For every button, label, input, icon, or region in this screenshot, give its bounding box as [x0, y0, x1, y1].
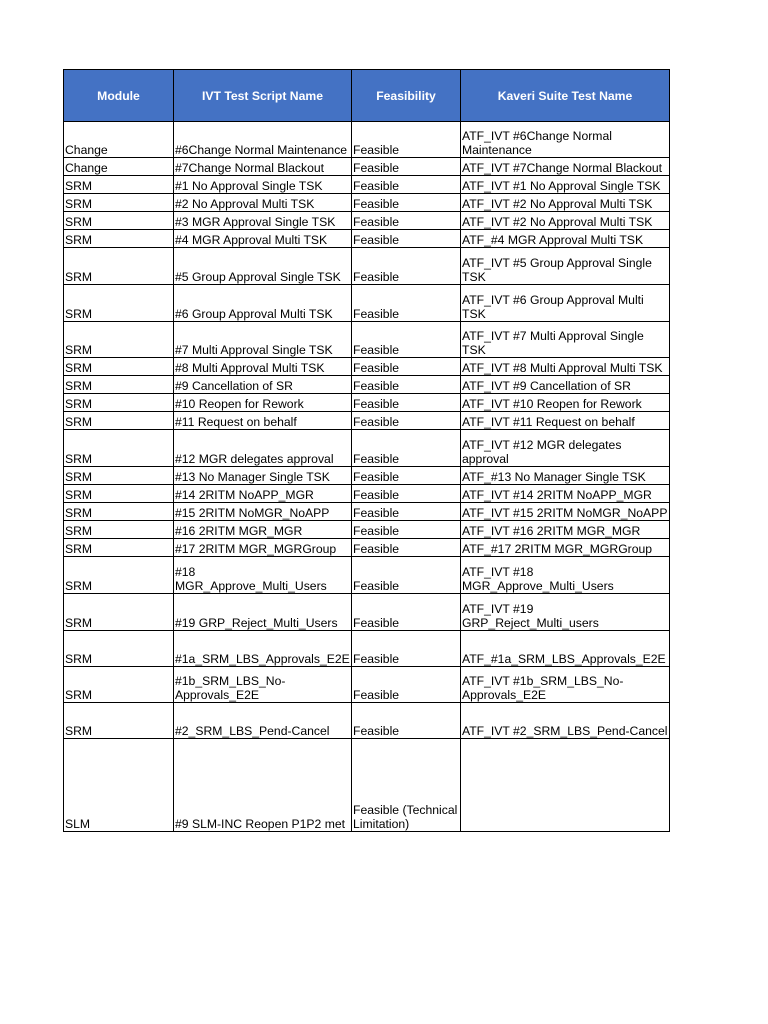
module-cell[interactable]: SRM — [64, 285, 174, 322]
module-cell[interactable]: Change — [64, 158, 174, 176]
module-cell[interactable]: SRM — [64, 176, 174, 194]
feasibility-cell[interactable]: Feasible — [352, 285, 461, 322]
table-row — [64, 430, 670, 467]
kaveri-test-name-cell[interactable]: ATF_IVT #2_SRM_LBS_Pend-Cancel — [461, 703, 670, 739]
script-name-cell[interactable]: #15 2RITM NoMGR_NoAPP — [174, 503, 352, 521]
feasibility-cell[interactable]: Feasible — [352, 631, 461, 667]
module-cell[interactable]: SRM — [64, 594, 174, 631]
module-cell[interactable]: SRM — [64, 194, 174, 212]
feasibility-cell[interactable]: Feasible — [352, 212, 461, 230]
header-script-name[interactable]: IVT Test Script Name — [174, 70, 352, 122]
kaveri-test-name-cell[interactable]: ATF_IVT #11 Request on behalf — [461, 412, 670, 430]
script-name-cell[interactable]: #16 2RITM MGR_MGR — [174, 521, 352, 539]
script-name-cell[interactable]: #6Change Normal Maintenance — [174, 122, 352, 158]
kaveri-test-name-cell[interactable]: ATF_#17 2RITM MGR_MGRGroup — [461, 539, 670, 557]
feasibility-cell[interactable]: Feasible — [352, 376, 461, 394]
script-name-cell[interactable]: #1b_SRM_LBS_No-Approvals_E2E — [174, 667, 352, 703]
script-name-cell[interactable]: #8 Multi Approval Multi TSK — [174, 358, 352, 376]
kaveri-test-name-cell[interactable]: ATF_IVT #1 No Approval Single TSK — [461, 176, 670, 194]
script-name-cell[interactable]: #2 No Approval Multi TSK — [174, 194, 352, 212]
feasibility-cell[interactable]: Feasible — [352, 557, 461, 594]
kaveri-test-name-cell[interactable]: ATF_IVT #12 MGR delegates approval — [461, 430, 670, 467]
table-row — [64, 539, 670, 557]
kaveri-test-name-cell[interactable]: ATF_IVT #2 No Approval Multi TSK — [461, 194, 670, 212]
header-module[interactable]: Module — [64, 70, 174, 122]
kaveri-test-name-cell[interactable]: ATF_#1a_SRM_LBS_Approvals_E2E — [461, 631, 670, 667]
script-name-cell[interactable]: #9 Cancellation of SR — [174, 376, 352, 394]
feasibility-cell[interactable]: Feasible — [352, 503, 461, 521]
kaveri-test-name-cell[interactable]: ATF_IVT #18 MGR_Approve_Multi_Users — [461, 557, 670, 594]
module-cell[interactable]: SRM — [64, 248, 174, 285]
table-row — [64, 212, 670, 230]
table-row — [64, 122, 670, 158]
feasibility-cell[interactable]: Feasible — [352, 467, 461, 485]
table-row — [64, 158, 670, 176]
table-row — [64, 376, 670, 394]
script-name-cell[interactable]: #14 2RITM NoAPP_MGR — [174, 485, 352, 503]
kaveri-test-name-cell[interactable]: ATF_IVT #16 2RITM MGR_MGR — [461, 521, 670, 539]
module-cell[interactable]: SRM — [64, 503, 174, 521]
module-cell[interactable]: SRM — [64, 412, 174, 430]
script-name-cell[interactable]: #1a_SRM_LBS_Approvals_E2E — [174, 631, 352, 667]
script-name-cell[interactable]: #11 Request on behalf — [174, 412, 352, 430]
module-cell[interactable]: SRM — [64, 557, 174, 594]
module-cell[interactable]: Change — [64, 122, 174, 158]
feasibility-cell[interactable]: Feasible — [352, 539, 461, 557]
table-row — [64, 557, 670, 594]
module-cell[interactable]: SRM — [64, 467, 174, 485]
module-cell[interactable]: SRM — [64, 358, 174, 376]
feasibility-cell[interactable]: Feasible — [352, 176, 461, 194]
module-cell[interactable]: SRM — [64, 539, 174, 557]
kaveri-test-name-cell[interactable]: ATF_IVT #6 Group Approval Multi TSK — [461, 285, 670, 322]
kaveri-test-name-cell[interactable]: ATF_IVT #2 No Approval Multi TSK — [461, 212, 670, 230]
table-row — [64, 176, 670, 194]
module-cell[interactable]: SRM — [64, 230, 174, 248]
kaveri-test-name-cell[interactable]: ATF_IVT #9 Cancellation of SR — [461, 376, 670, 394]
script-name-cell[interactable]: #17 2RITM MGR_MGRGroup — [174, 539, 352, 557]
table-row — [64, 412, 670, 430]
table-row — [64, 703, 670, 739]
feasibility-cell[interactable]: Feasible (Technical Limitation) — [352, 739, 461, 832]
kaveri-test-name-cell[interactable]: ATF_IVT #6Change Normal Maintenance — [461, 122, 670, 158]
feasibility-cell[interactable]: Feasible — [352, 194, 461, 212]
feasibility-cell[interactable]: Feasible — [352, 412, 461, 430]
table-row — [64, 485, 670, 503]
script-name-cell[interactable]: #3 MGR Approval Single TSK — [174, 212, 352, 230]
kaveri-test-name-cell[interactable]: ATF_#13 No Manager Single TSK — [461, 467, 670, 485]
kaveri-test-name-cell[interactable]: ATF_IVT #14 2RITM NoAPP_MGR — [461, 485, 670, 503]
module-cell[interactable]: SRM — [64, 631, 174, 667]
table-row — [64, 521, 670, 539]
table-row — [64, 394, 670, 412]
module-cell[interactable]: SRM — [64, 430, 174, 467]
feasibility-cell[interactable]: Feasible — [352, 248, 461, 285]
kaveri-test-name-cell[interactable]: ATF_IVT #10 Reopen for Rework — [461, 394, 670, 412]
table-row — [64, 194, 670, 212]
table-row — [64, 230, 670, 248]
feasibility-cell[interactable]: Feasible — [352, 230, 461, 248]
feasibility-cell[interactable]: Feasible — [352, 430, 461, 467]
script-name-cell[interactable]: #5 Group Approval Single TSK — [174, 248, 352, 285]
feasibility-cell[interactable]: Feasible — [352, 394, 461, 412]
script-name-cell[interactable]: #7Change Normal Blackout — [174, 158, 352, 176]
module-cell[interactable]: SRM — [64, 376, 174, 394]
feasibility-cell[interactable]: Feasible — [352, 122, 461, 158]
module-cell[interactable]: SRM — [64, 703, 174, 739]
kaveri-test-name-cell[interactable]: ATF_IVT #5 Group Approval Single TSK — [461, 248, 670, 285]
module-cell[interactable]: SRM — [64, 521, 174, 539]
table-row — [64, 594, 670, 631]
script-name-cell[interactable]: #6 Group Approval Multi TSK — [174, 285, 352, 322]
script-name-cell[interactable]: #1 No Approval Single TSK — [174, 176, 352, 194]
test-mapping-table — [63, 69, 670, 832]
table-row — [64, 285, 670, 322]
feasibility-cell[interactable]: Feasible — [352, 667, 461, 703]
module-cell[interactable]: SLM — [64, 739, 174, 832]
table-body — [64, 122, 670, 832]
module-cell[interactable]: SRM — [64, 485, 174, 503]
script-name-cell[interactable]: #2_SRM_LBS_Pend-Cancel — [174, 703, 352, 739]
kaveri-test-name-cell[interactable]: ATF_IVT #19 GRP_Reject_Multi_users — [461, 594, 670, 631]
kaveri-test-name-cell[interactable] — [461, 739, 670, 832]
header-feasibility[interactable]: Feasibility — [352, 70, 461, 122]
script-name-cell[interactable]: #13 No Manager Single TSK — [174, 467, 352, 485]
feasibility-cell[interactable]: Feasible — [352, 322, 461, 358]
feasibility-cell[interactable]: Feasible — [352, 703, 461, 739]
module-cell[interactable]: SRM — [64, 667, 174, 703]
module-cell[interactable]: SRM — [64, 212, 174, 230]
feasibility-cell[interactable]: Feasible — [352, 521, 461, 539]
script-name-cell[interactable]: #9 SLM-INC Reopen P1P2 met — [174, 739, 352, 832]
table-row — [64, 667, 670, 703]
kaveri-test-name-cell[interactable]: ATF_IVT #15 2RITM NoMGR_NoAPP — [461, 503, 670, 521]
feasibility-cell[interactable]: Feasible — [352, 485, 461, 503]
table-row — [64, 631, 670, 667]
table-row — [64, 358, 670, 376]
script-name-cell[interactable]: #12 MGR delegates approval — [174, 430, 352, 467]
feasibility-cell[interactable]: Feasible — [352, 358, 461, 376]
module-cell[interactable]: SRM — [64, 394, 174, 412]
table-row — [64, 248, 670, 285]
kaveri-test-name-cell[interactable]: ATF_IVT #1b_SRM_LBS_No-Approvals_E2E — [461, 667, 670, 703]
kaveri-test-name-cell[interactable]: ATF_IVT #8 Multi Approval Multi TSK — [461, 358, 670, 376]
kaveri-test-name-cell[interactable]: ATF_#4 MGR Approval Multi TSK — [461, 230, 670, 248]
table-row — [64, 322, 670, 358]
script-name-cell[interactable]: #7 Multi Approval Single TSK — [174, 322, 352, 358]
script-name-cell[interactable]: #4 MGR Approval Multi TSK — [174, 230, 352, 248]
script-name-cell[interactable]: #18 MGR_Approve_Multi_Users — [174, 557, 352, 594]
table-row — [64, 503, 670, 521]
header-kaveri-test-name[interactable]: Kaveri Suite Test Name — [461, 70, 670, 122]
table-row — [64, 467, 670, 485]
kaveri-test-name-cell[interactable]: ATF_IVT #7 Multi Approval Single TSK — [461, 322, 670, 358]
header-row — [64, 70, 670, 122]
feasibility-cell[interactable]: Feasible — [352, 158, 461, 176]
kaveri-test-name-cell[interactable]: ATF_IVT #7Change Normal Blackout — [461, 158, 670, 176]
table-row — [64, 739, 670, 832]
script-name-cell[interactable]: #10 Reopen for Rework — [174, 394, 352, 412]
script-name-cell[interactable]: #19 GRP_Reject_Multi_Users — [174, 594, 352, 631]
module-cell[interactable]: SRM — [64, 322, 174, 358]
feasibility-cell[interactable]: Feasible — [352, 594, 461, 631]
